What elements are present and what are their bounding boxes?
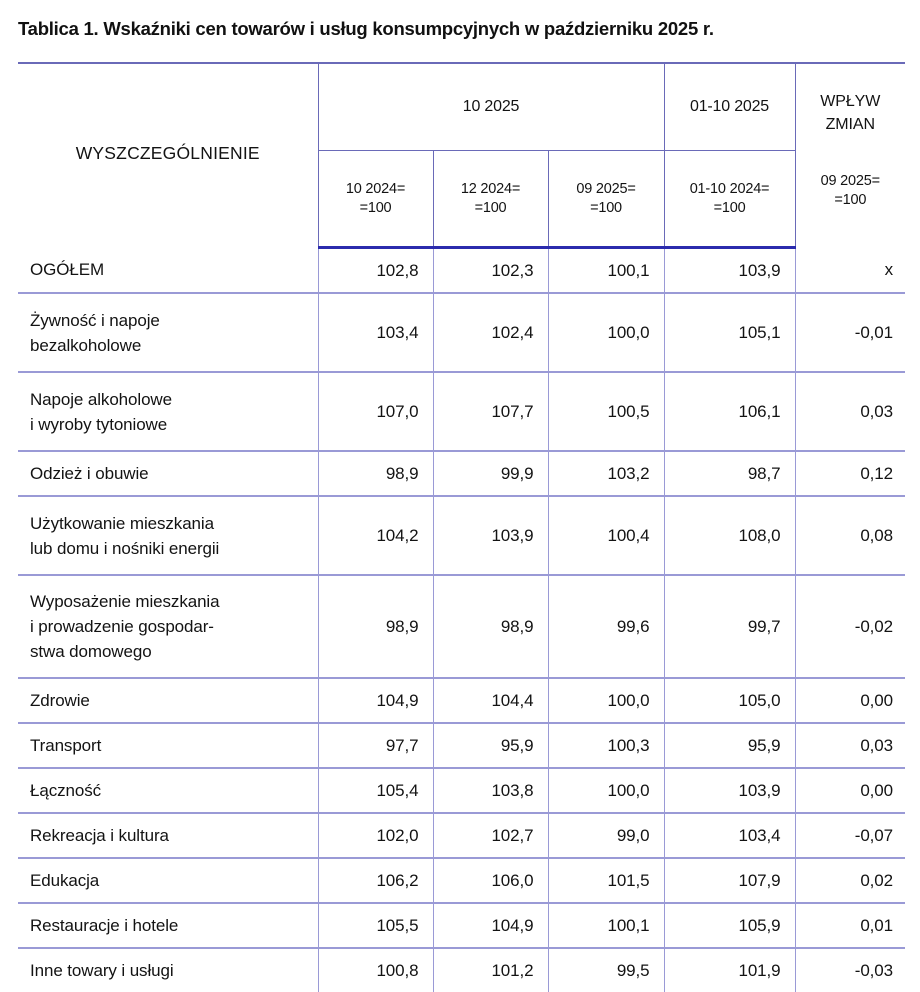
header-influence-line1: WPŁYW bbox=[796, 90, 906, 113]
table-row bbox=[18, 903, 905, 948]
cell-value: 103,9 bbox=[664, 248, 795, 294]
row-label-line: Transport bbox=[30, 733, 310, 758]
cell-value: 0,12 bbox=[795, 451, 905, 496]
cell-value: 0,03 bbox=[795, 723, 905, 768]
cell-value: 102,7 bbox=[433, 813, 548, 858]
cell-value: 100,4 bbox=[548, 496, 664, 575]
row-label-line: Żywność i napoje bbox=[30, 308, 310, 333]
row-label-line: OGÓŁEM bbox=[30, 257, 310, 282]
cell-value: 99,0 bbox=[548, 813, 664, 858]
cell-value: 103,4 bbox=[664, 813, 795, 858]
cell-value: 105,1 bbox=[664, 293, 795, 372]
row-label bbox=[18, 451, 318, 496]
table-row bbox=[18, 858, 905, 903]
header-group-10-2025: 10 2025 bbox=[318, 63, 664, 151]
cell-value: -0,02 bbox=[795, 575, 905, 678]
cell-value: 101,5 bbox=[548, 858, 664, 903]
cell-value: 95,9 bbox=[664, 723, 795, 768]
cell-value: 99,6 bbox=[548, 575, 664, 678]
header-base-09-2025-line2: =100 bbox=[549, 199, 664, 218]
cell-value: 95,9 bbox=[433, 723, 548, 768]
cell-value: 97,7 bbox=[318, 723, 433, 768]
cell-value: 99,9 bbox=[433, 451, 548, 496]
cell-value: 104,2 bbox=[318, 496, 433, 575]
header-base-01-10-2024 bbox=[664, 151, 795, 248]
cell-value: 105,0 bbox=[664, 678, 795, 723]
row-label bbox=[18, 496, 318, 575]
header-base-12-2024-line1: 12 2024= bbox=[434, 180, 548, 199]
table-row bbox=[18, 248, 905, 294]
page-title: Tablica 1. Wskaźniki cen towarów i usług konsumpcyjnych w październiku 2025 r. bbox=[18, 18, 902, 40]
row-label bbox=[18, 372, 318, 451]
row-label-line: Napoje alkoholowe bbox=[30, 387, 310, 412]
row-label bbox=[18, 768, 318, 813]
cell-value: 0,01 bbox=[795, 903, 905, 948]
cell-value: 107,9 bbox=[664, 858, 795, 903]
header-influence-base-line1: 09 2025= bbox=[796, 172, 906, 191]
cell-value: 107,0 bbox=[318, 372, 433, 451]
row-label bbox=[18, 813, 318, 858]
cell-value: 105,4 bbox=[318, 768, 433, 813]
row-label bbox=[18, 575, 318, 678]
cell-value: 103,8 bbox=[433, 768, 548, 813]
header-influence-base-line2: =100 bbox=[796, 191, 906, 210]
cell-value: 0,08 bbox=[795, 496, 905, 575]
cell-value: 100,3 bbox=[548, 723, 664, 768]
table-row bbox=[18, 768, 905, 813]
cell-value: -0,03 bbox=[795, 948, 905, 992]
table-body bbox=[18, 248, 905, 992]
cell-value: 98,9 bbox=[318, 451, 433, 496]
cell-value: 0,03 bbox=[795, 372, 905, 451]
cell-value: -0,07 bbox=[795, 813, 905, 858]
header-influence bbox=[795, 63, 905, 248]
row-label-line: Edukacja bbox=[30, 868, 310, 893]
cpi-table bbox=[18, 62, 905, 992]
row-label bbox=[18, 903, 318, 948]
table-row bbox=[18, 372, 905, 451]
cell-value: 104,9 bbox=[318, 678, 433, 723]
table-row bbox=[18, 293, 905, 372]
header-base-09-2025-line1: 09 2025= bbox=[549, 180, 664, 199]
header-base-10-2024-line1: 10 2024= bbox=[319, 180, 433, 199]
table-row bbox=[18, 813, 905, 858]
row-label bbox=[18, 858, 318, 903]
cell-value: 100,0 bbox=[548, 768, 664, 813]
table-container bbox=[18, 62, 905, 992]
cell-value: 100,0 bbox=[548, 678, 664, 723]
cell-value: 103,9 bbox=[433, 496, 548, 575]
row-label-line: Użytkowanie mieszkania bbox=[30, 511, 310, 536]
cell-value: 102,0 bbox=[318, 813, 433, 858]
row-label-line: Inne towary i usługi bbox=[30, 958, 310, 983]
row-label-line: bezalkoholowe bbox=[30, 333, 310, 358]
cell-value: 102,4 bbox=[433, 293, 548, 372]
header-group-01-10-2025: 01-10 2025 bbox=[664, 63, 795, 151]
cell-value: 98,9 bbox=[433, 575, 548, 678]
cell-value: 107,7 bbox=[433, 372, 548, 451]
cell-value: 105,5 bbox=[318, 903, 433, 948]
header-base-12-2024-line2: =100 bbox=[434, 199, 548, 218]
table-row bbox=[18, 451, 905, 496]
cell-value: 100,1 bbox=[548, 248, 664, 294]
cell-value: 103,9 bbox=[664, 768, 795, 813]
cell-value: 98,7 bbox=[664, 451, 795, 496]
header-base-10-2024 bbox=[318, 151, 433, 248]
row-label-line: Odzież i obuwie bbox=[30, 461, 310, 486]
row-label-line: Rekreacja i kultura bbox=[30, 823, 310, 848]
table-row bbox=[18, 496, 905, 575]
cell-value: 100,1 bbox=[548, 903, 664, 948]
cell-value: 106,0 bbox=[433, 858, 548, 903]
table-row bbox=[18, 678, 905, 723]
cell-value: 103,4 bbox=[318, 293, 433, 372]
table-row bbox=[18, 723, 905, 768]
cell-value: 106,2 bbox=[318, 858, 433, 903]
cell-value: 101,2 bbox=[433, 948, 548, 992]
cell-value: 102,3 bbox=[433, 248, 548, 294]
cell-value: 103,2 bbox=[548, 451, 664, 496]
cell-value: 104,9 bbox=[433, 903, 548, 948]
cell-value: -0,01 bbox=[795, 293, 905, 372]
row-label-line: i wyroby tytoniowe bbox=[30, 412, 310, 437]
header-base-09-2025 bbox=[548, 151, 664, 248]
row-label bbox=[18, 948, 318, 992]
row-label-line: Łączność bbox=[30, 778, 310, 803]
row-label-line: Restauracje i hotele bbox=[30, 913, 310, 938]
header-base-01-10-2024-line1: 01-10 2024= bbox=[665, 180, 795, 199]
header-specification: WYSZCZEGÓLNIENIE bbox=[18, 63, 318, 248]
cell-value: 99,7 bbox=[664, 575, 795, 678]
cell-value: 0,00 bbox=[795, 678, 905, 723]
table-row bbox=[18, 948, 905, 992]
row-label bbox=[18, 293, 318, 372]
cell-value: 98,9 bbox=[318, 575, 433, 678]
cell-value: 108,0 bbox=[664, 496, 795, 575]
row-label-line: Wyposażenie mieszkania bbox=[30, 589, 310, 614]
cell-value: 101,9 bbox=[664, 948, 795, 992]
row-label bbox=[18, 723, 318, 768]
header-influence-line2: ZMIAN bbox=[796, 113, 906, 136]
cell-value: 102,8 bbox=[318, 248, 433, 294]
row-label-line: lub domu i nośniki energii bbox=[30, 536, 310, 561]
cell-value: 100,8 bbox=[318, 948, 433, 992]
cell-value: 105,9 bbox=[664, 903, 795, 948]
cell-value: 106,1 bbox=[664, 372, 795, 451]
cell-value: 100,0 bbox=[548, 293, 664, 372]
row-label-line: i prowadzenie gospodar- bbox=[30, 614, 310, 639]
table-row bbox=[18, 575, 905, 678]
header-base-10-2024-line2: =100 bbox=[319, 199, 433, 218]
header-base-12-2024 bbox=[433, 151, 548, 248]
cell-value: x bbox=[795, 248, 905, 294]
header-row-groups bbox=[18, 63, 905, 151]
cell-value: 0,00 bbox=[795, 768, 905, 813]
table-header bbox=[18, 63, 905, 248]
cell-value: 0,02 bbox=[795, 858, 905, 903]
row-label-line: Zdrowie bbox=[30, 688, 310, 713]
header-base-01-10-2024-line2: =100 bbox=[665, 199, 795, 218]
cell-value: 99,5 bbox=[548, 948, 664, 992]
cell-value: 100,5 bbox=[548, 372, 664, 451]
row-label bbox=[18, 678, 318, 723]
row-label-line: stwa domowego bbox=[30, 639, 310, 664]
cell-value: 104,4 bbox=[433, 678, 548, 723]
row-label bbox=[18, 248, 318, 294]
